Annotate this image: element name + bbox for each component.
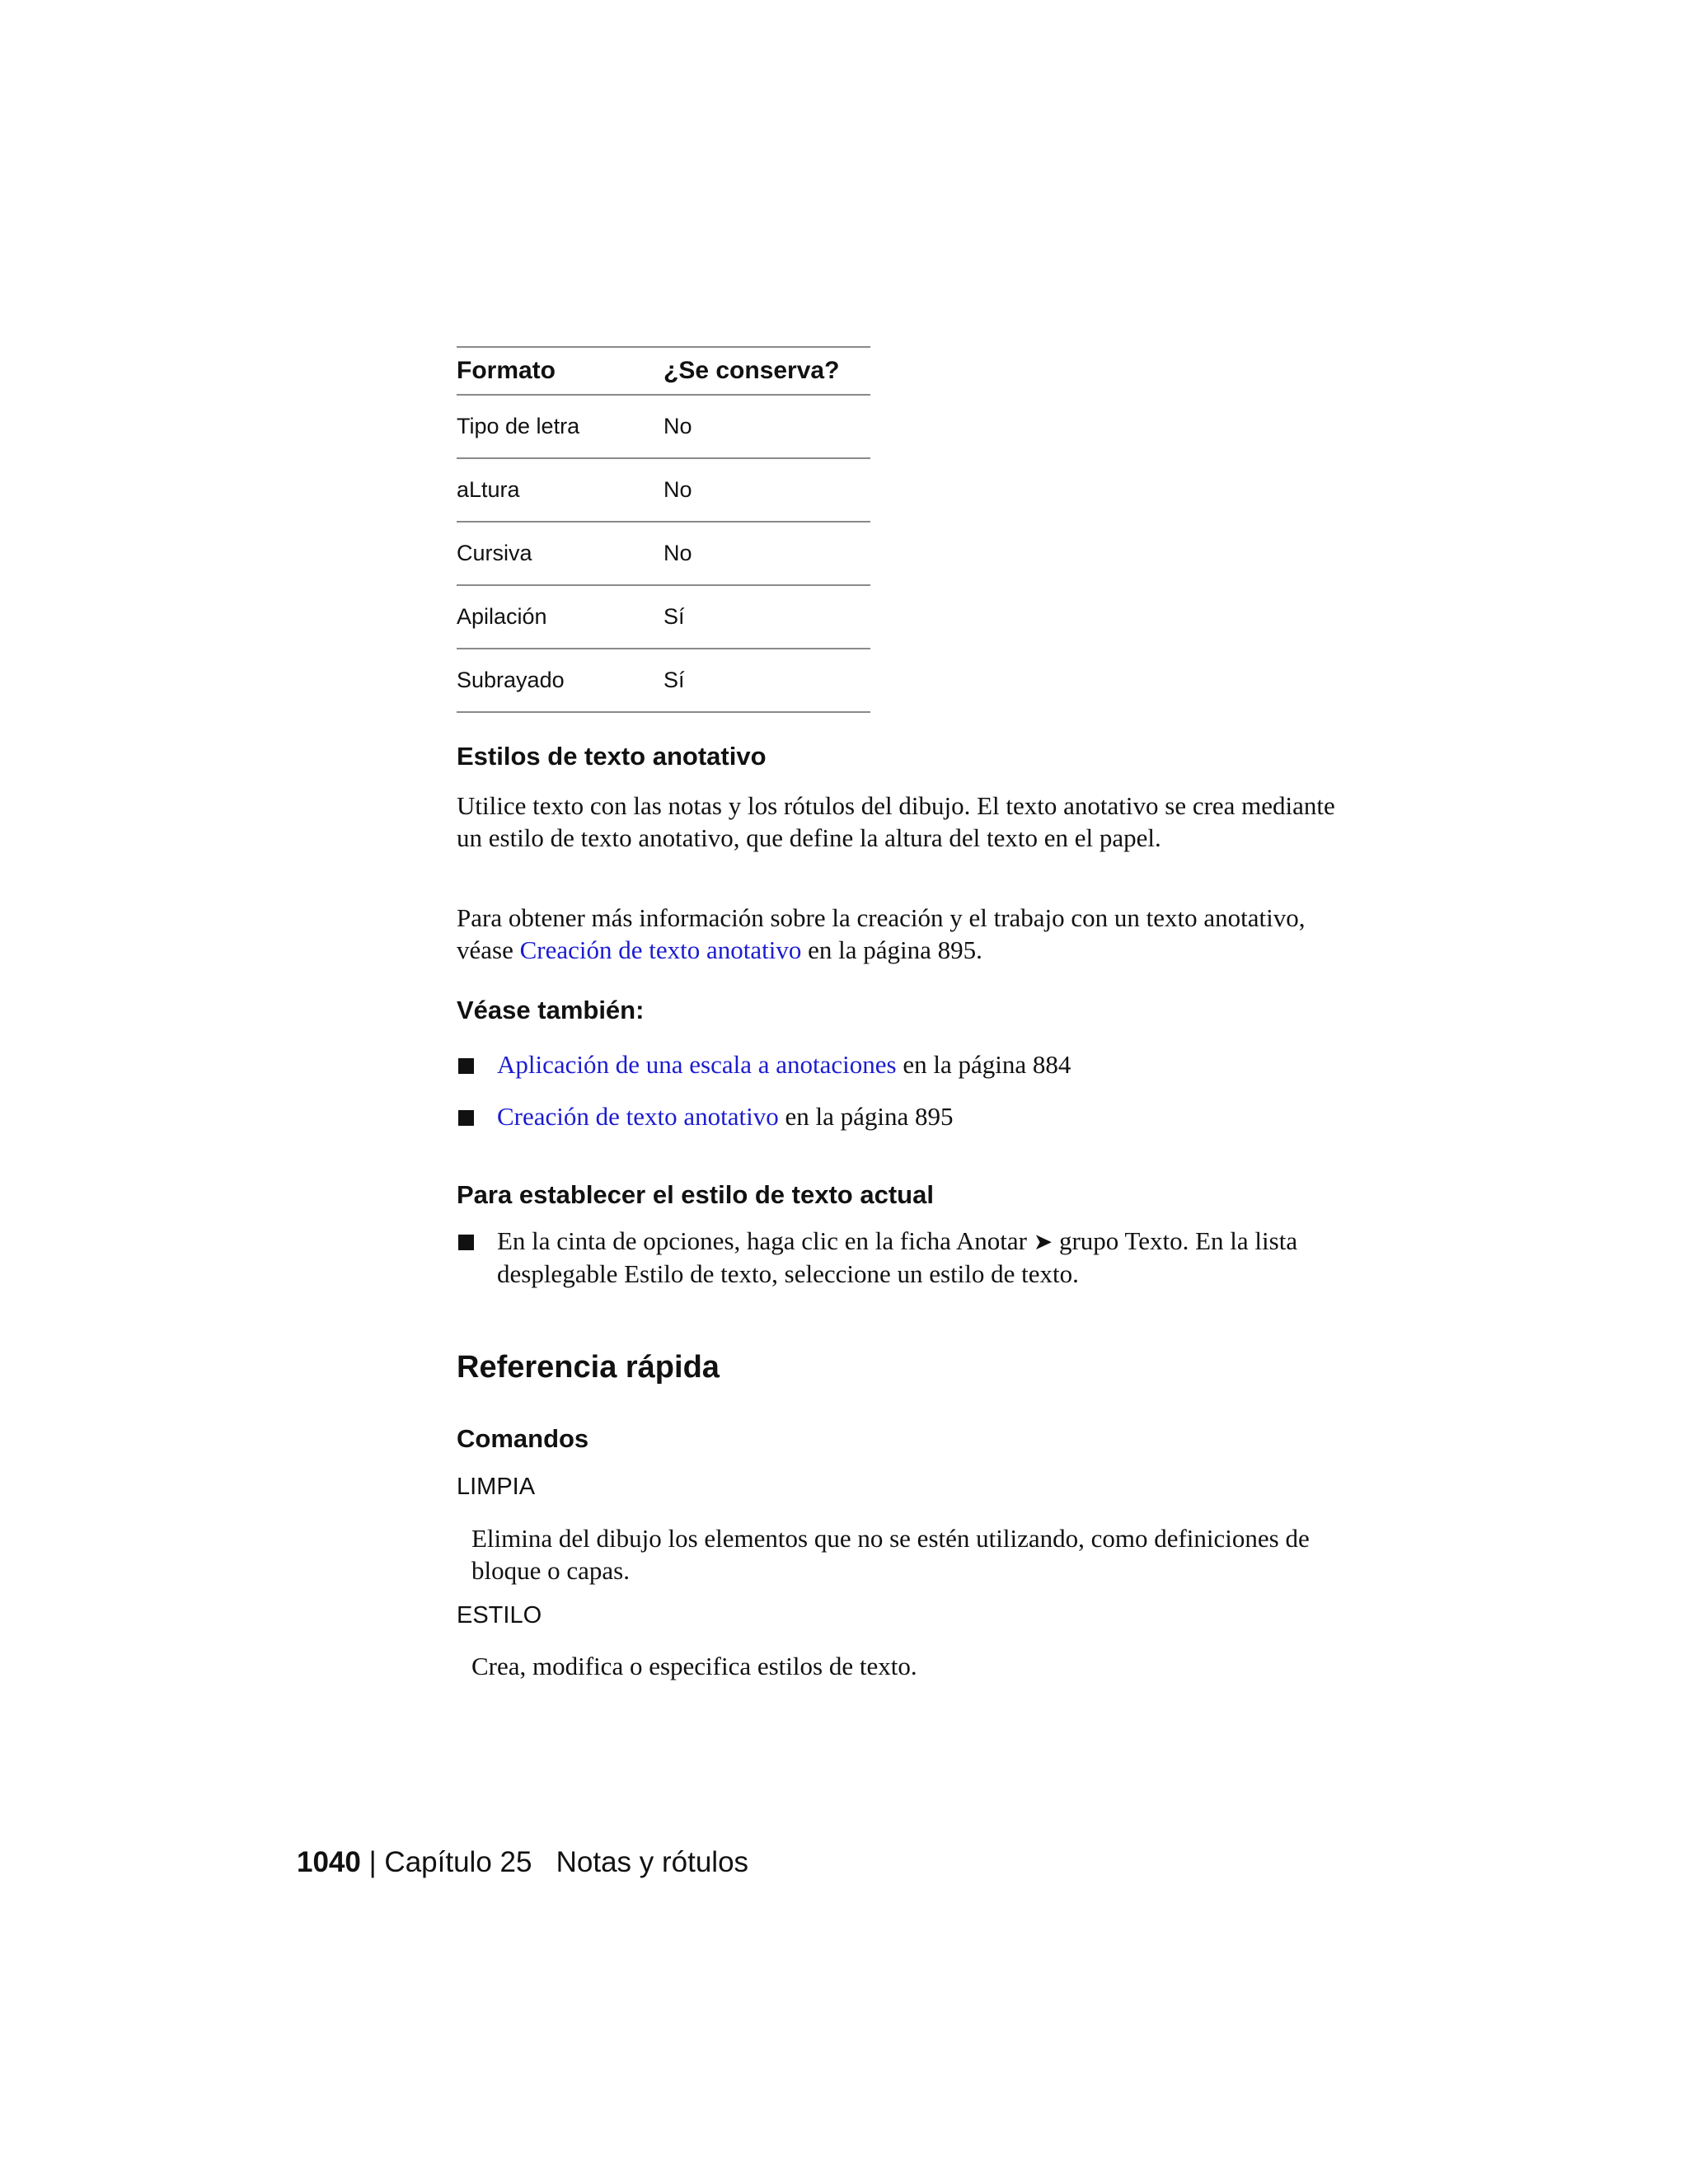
procedure-step-text: grupo Texto. En la lista desplegable Estilo de texto, seleccione un estilo de texto.: [497, 1226, 1298, 1288]
table-cell-preserved: No: [663, 541, 692, 565]
bullet-square-icon: [458, 1110, 474, 1126]
table-row: [457, 585, 870, 649]
list-item: [457, 1048, 1347, 1080]
procedure-heading: Para establecer el estilo de texto actual: [457, 1180, 934, 1209]
table-header-row: [457, 347, 870, 395]
column-header-preserved: ¿Se conserva?: [663, 357, 840, 384]
more-info-page-ref: en la página 895.: [801, 935, 982, 964]
quick-reference-heading: Referencia rápida: [457, 1350, 720, 1385]
see-also-page-ref: en la página 895: [778, 1102, 954, 1131]
footer-separator: |: [360, 1846, 385, 1878]
page-footer: [297, 1846, 748, 1879]
table-cell-preserved: No: [663, 477, 692, 502]
annotative-heading: Estilos de texto anotativo: [457, 742, 767, 771]
table-row: [457, 395, 870, 458]
table-cell-preserved: Sí: [663, 604, 685, 629]
more-info-paragraph: [457, 902, 1347, 966]
column-header-format: Formato: [457, 357, 556, 384]
list-item: [457, 1225, 1347, 1290]
table-cell-format: Tipo de letra: [457, 414, 580, 438]
table-row: [457, 522, 870, 585]
command-name: ESTILO: [457, 1602, 542, 1629]
format-table: [457, 346, 870, 713]
page-number: 1040: [297, 1846, 361, 1878]
command-description: Elimina del dibujo los elementos que no se estén utilizando, como definiciones de bloque o capas.: [471, 1524, 1310, 1585]
command-description: Crea, modifica o especifica estilos de texto.: [471, 1652, 917, 1680]
see-also-item-text: [497, 1048, 1347, 1080]
bullet-square-icon: [458, 1058, 474, 1074]
table-cell-format: Apilación: [457, 604, 547, 629]
commands-heading: Comandos: [457, 1424, 589, 1453]
annotative-paragraph: Utilice texto con las notas y los rótulos del dibujo. El texto anotativo se crea mediante un estilo de texto anotativo, que define la altura del texto en el papel.: [457, 791, 1335, 852]
more-info-text: Para obtener más información sobre la creación y el trabajo con un texto anotativo, véase: [457, 903, 1306, 964]
table-cell-format: aLtura: [457, 477, 520, 502]
table-cell-format: Subrayado: [457, 668, 565, 692]
chapter-title: Capítulo 25 Notas y rótulos: [384, 1846, 749, 1878]
procedure-step: [497, 1225, 1347, 1290]
see-also-item-text: [497, 1100, 1347, 1132]
scale-annotations-link[interactable]: Aplicación de una escala a anotaciones: [497, 1050, 897, 1079]
see-also-page-ref: en la página 884: [896, 1050, 1071, 1079]
table-row: [457, 649, 870, 712]
see-also-heading: Véase también:: [457, 996, 645, 1024]
annotative-text-link[interactable]: Creación de texto anotativo: [519, 935, 802, 964]
table-cell-preserved: No: [663, 414, 692, 438]
procedure-step-text: En la cinta de opciones, haga clic en la ficha Anotar: [497, 1226, 1034, 1255]
command-name: LIMPIA: [457, 1474, 536, 1500]
annotative-text-link[interactable]: Creación de texto anotativo: [497, 1102, 779, 1131]
table-row: [457, 458, 870, 522]
table-cell-preserved: Sí: [663, 668, 685, 692]
list-item: [457, 1100, 1347, 1132]
arrow-right-icon: ➤: [1033, 1228, 1053, 1255]
bullet-square-icon: [458, 1235, 474, 1250]
table-cell-format: Cursiva: [457, 541, 532, 565]
